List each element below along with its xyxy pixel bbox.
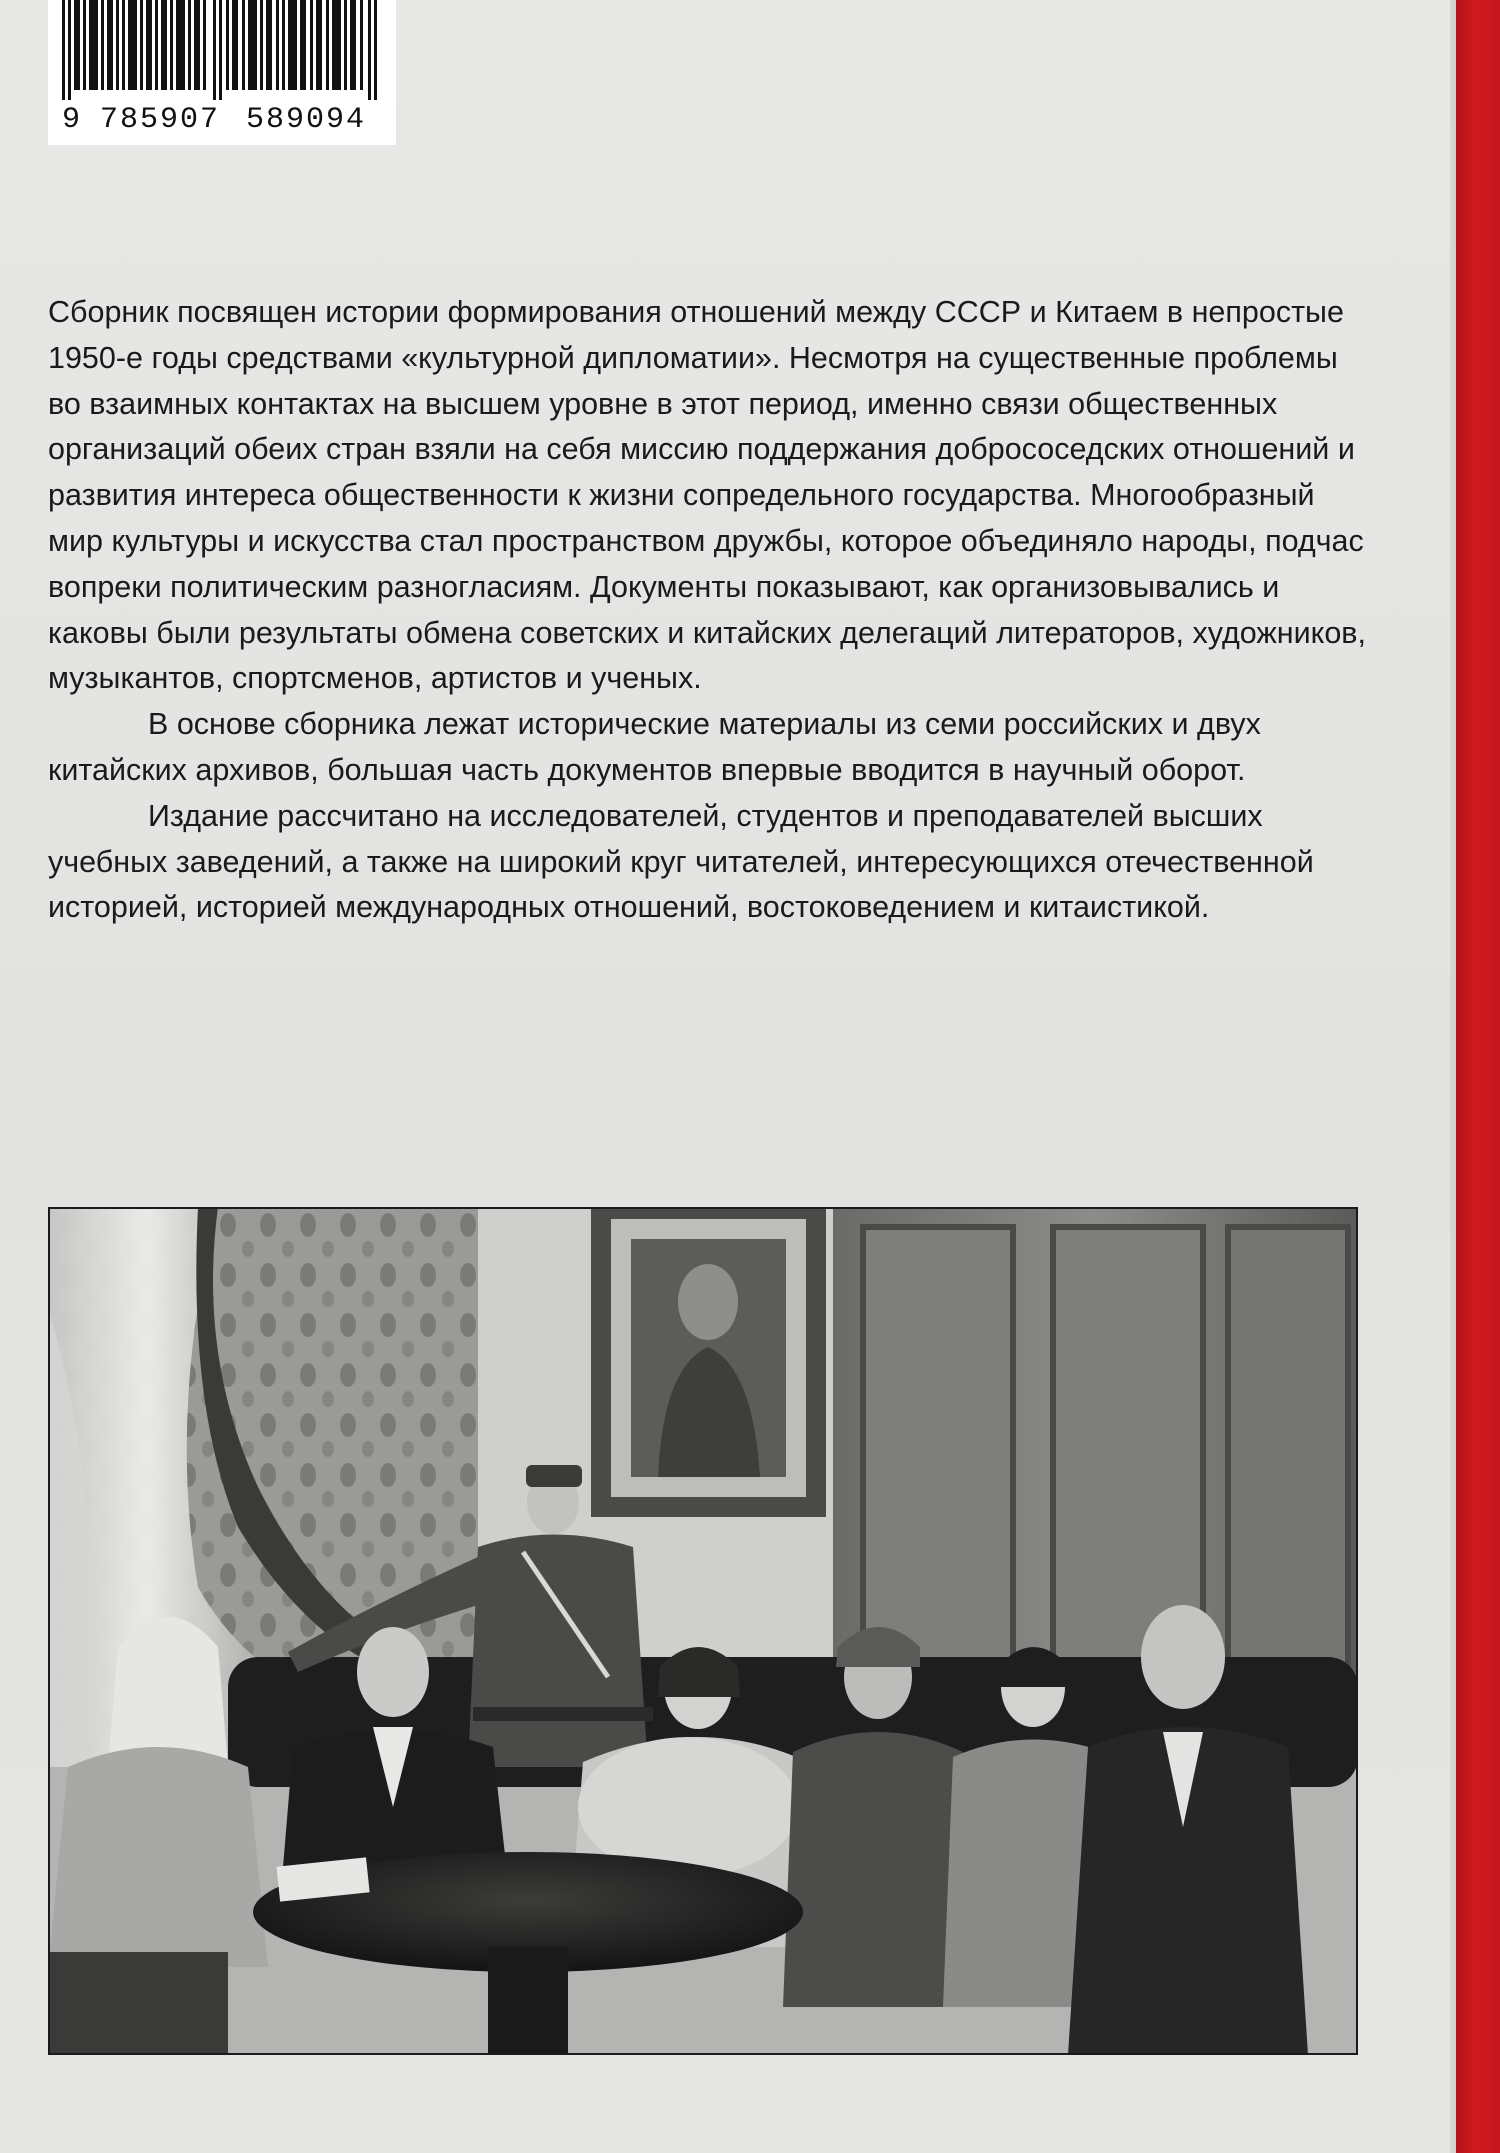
isbn-digits (48, 100, 396, 140)
annotation-paragraph-2: В основе сборника лежат исторические материалы из семи российских и двух китайских архивов, большая часть документов впервые вводится в научный оборот. (48, 707, 1261, 787)
red-spine-band (1456, 0, 1500, 2153)
photo-illustration (48, 1207, 1358, 2055)
isbn-barcode (48, 0, 396, 145)
annotation-paragraph-1: Сборник посвящен истории формирования отношений между СССР и Китаем в непростые 1950-е годы средствами «культурной дипломатии». Несмотря на существенные проблемы во взаимных контактах на высшем уровне в этот период, именно связи общественных организаций обеих стран взяли на себя миссию поддержания добрососедских отношений и развития интереса общественности к жизни сопредельного государства. Многообразный мир культуры и искусства стал пространством дружбы, которое объединяло народы, подчас вопреки политическим разногласиям. Документы показывают, как организовывались и каковы были результаты обмена советских и китайских делегаций литераторов, художников, музыкантов, спортсменов, артистов и ученых. (48, 295, 1366, 696)
archival-photograph (48, 1207, 1358, 2055)
annotation-text (48, 290, 1368, 931)
isbn-left-group: 785907 (100, 103, 221, 137)
isbn-lead-digit: 9 (62, 103, 81, 137)
isbn-right-group: 589094 (246, 103, 367, 137)
barcode-bars (58, 0, 386, 100)
annotation-paragraph-3: Издание рассчитано на исследователей, студентов и преподавателей высших учебных заведений, а также на широкий круг читателей, интересующихся отечественной историей, историей международных отношений, востоковедением и китаистикой. (48, 798, 1314, 925)
